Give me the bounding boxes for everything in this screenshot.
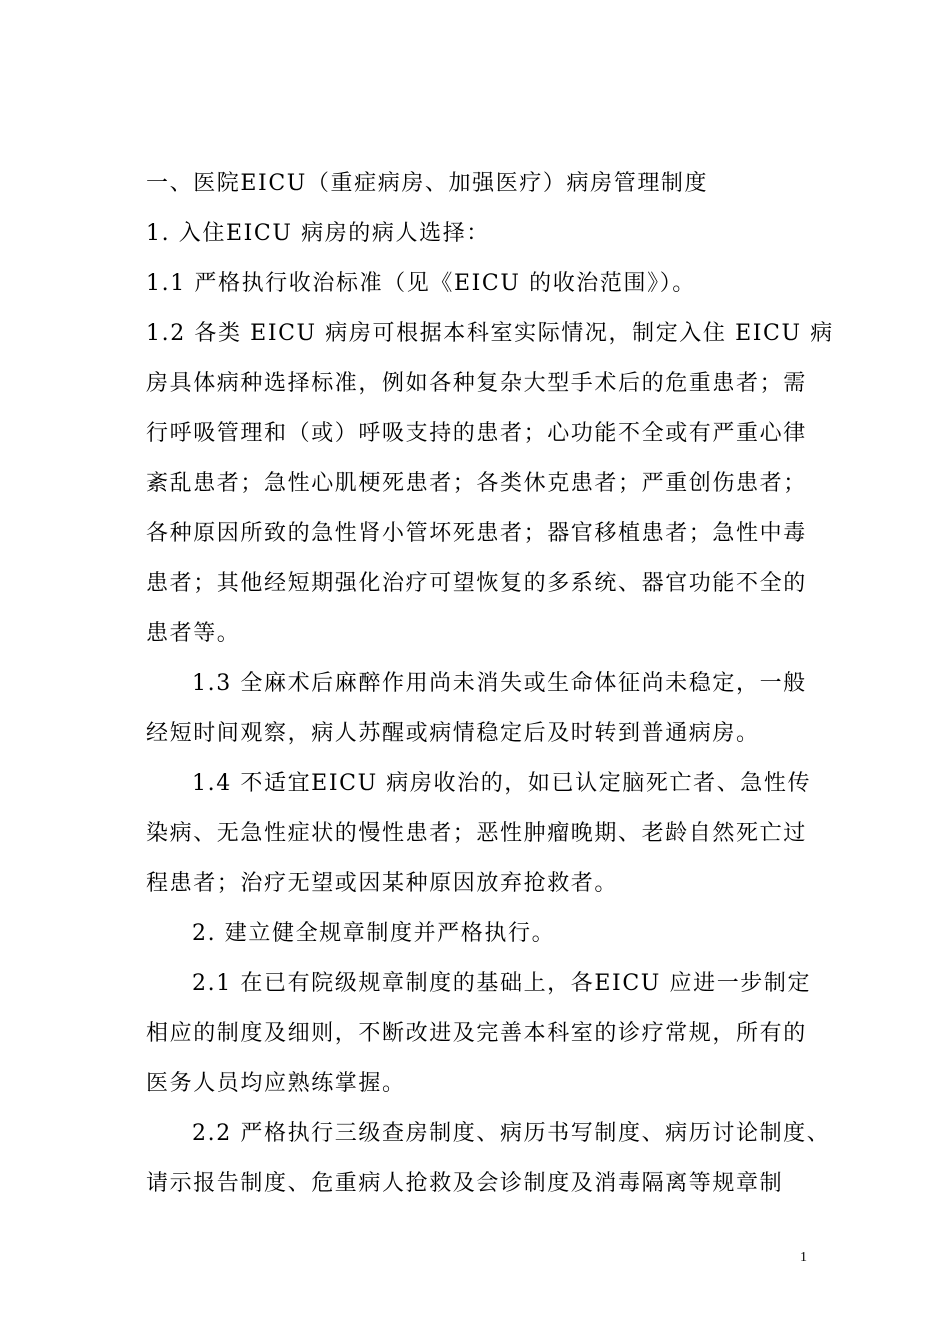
paragraph-line: 房具体病种选择标准，例如各种复杂大型手术后的危重患者；需 <box>146 371 807 396</box>
paragraph-line: 行呼吸管理和（或）呼吸支持的患者；心功能不全或有严重心律 <box>146 421 807 446</box>
paragraph-line: 染病、无急性症状的慢性患者；恶性肿瘤晚期、老龄自然死亡过 <box>146 821 807 846</box>
paragraph-line: 医务人员均应熟练掌握。 <box>146 1071 406 1096</box>
paragraph-line: 2.2 严格执行三级查房制度、病历书写制度、病历讨论制度、 <box>192 1121 831 1146</box>
paragraph-line: 1.4 不适宜EICU 病房收治的，如已认定脑死亡者、急性传 <box>192 771 812 796</box>
paragraph-line: 1.1 严格执行收治标准（见《EICU 的收治范围》）。 <box>146 271 696 296</box>
paragraph-line: 程患者；治疗无望或因某种原因放弃抢救者。 <box>146 871 619 896</box>
paragraph-line: 请示报告制度、危重病人抢救及会诊制度及消毒隔离等规章制 <box>146 1171 784 1196</box>
paragraph-line: 1. 入住EICU 病房的病人选择： <box>146 221 490 246</box>
paragraph-line: 1.3 全麻术后麻醉作用尚未消失或生命体征尚未稳定，一般 <box>192 671 807 696</box>
paragraph-line: 相应的制度及细则，不断改进及完善本科室的诊疗常规，所有的 <box>146 1021 807 1046</box>
paragraph-line: 患者等。 <box>146 621 241 646</box>
paragraph-line: 2.1 在已有院级规章制度的基础上，各EICU 应进一步制定 <box>192 971 812 996</box>
paragraph-line: 各种原因所致的急性肾小管坏死患者；器官移植患者；急性中毒 <box>146 521 807 546</box>
paragraph-line: 经短时间观察，病人苏醒或病情稳定后及时转到普通病房。 <box>146 721 760 746</box>
paragraph-line: 患者；其他经短期强化治疗可望恢复的多系统、器官功能不全的 <box>146 571 807 596</box>
paragraph-line: 2. 建立健全规章制度并严格执行。 <box>192 921 556 946</box>
paragraph-line: 紊乱患者；急性心肌梗死患者；各类休克患者；严重创伤患者； <box>146 471 807 496</box>
section-heading: 一、医院EICU（重症病房、加强医疗）病房管理制度 <box>146 171 709 196</box>
page-number: 1 <box>800 1250 807 1265</box>
paragraph-line: 1.2 各类 EICU 病房可根据本科室实际情况，制定入住 EICU 病 <box>146 321 834 346</box>
